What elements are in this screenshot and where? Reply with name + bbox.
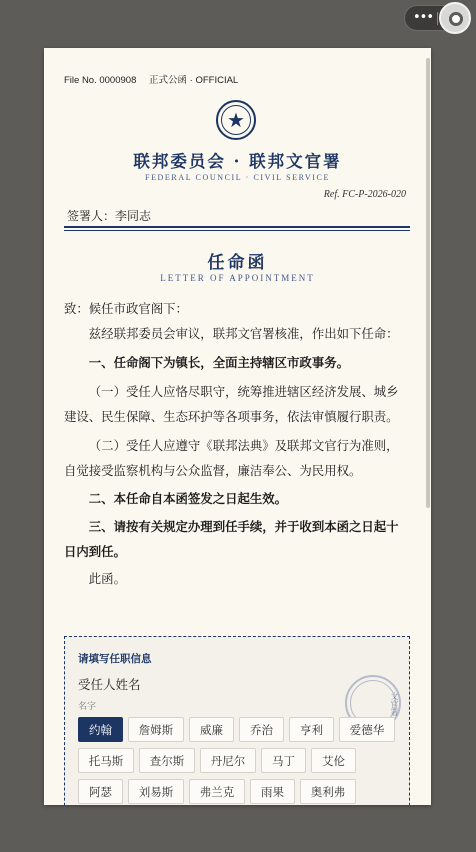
name-chip[interactable]: 弗兰克 [189, 779, 245, 804]
more-dots-icon[interactable]: ••• [413, 10, 434, 25]
appointment-info-form [64, 636, 410, 805]
name-chip[interactable]: 亨利 [289, 717, 334, 742]
file-line [64, 72, 238, 86]
signer: 签署人：李同志 [67, 209, 152, 223]
appointment-letter [44, 48, 431, 805]
appointee-name-label: 受任人姓名 [78, 677, 141, 692]
name-chip[interactable]: 威廉 [189, 717, 234, 742]
name-chip[interactable]: 刘易斯 [128, 779, 184, 804]
first-name-label: 名字 [78, 701, 97, 711]
letter-body [64, 296, 410, 591]
salutation: 致：候任市政官阁下： [64, 301, 188, 316]
name-chip[interactable]: 阿瑟 [78, 779, 123, 804]
name-chip[interactable]: 丹尼尔 [200, 748, 256, 773]
name-chip[interactable]: 乔治 [239, 717, 284, 742]
name-chip[interactable]: 托马斯 [78, 748, 134, 773]
intro-paragraph: 兹经联邦委员会审议，联邦文官署核准，作出如下任命： [88, 326, 399, 341]
scrollbar-thumb[interactable] [426, 58, 430, 508]
closing: 此函。 [88, 571, 126, 586]
capsule-divider [437, 12, 438, 25]
name-chip[interactable]: 爱德华 [339, 717, 395, 742]
item-two: 二、本任命自本函签发之日起生效。 [88, 491, 288, 506]
letter-title-en: LETTER OF APPOINTMENT [160, 273, 315, 283]
header-rule-thin [64, 230, 410, 231]
official-label: 正式公函 · OFFICIAL [149, 75, 239, 86]
letter-title-cn: 任命函 [207, 253, 268, 273]
name-chip[interactable]: 詹姆斯 [128, 717, 184, 742]
item-three: 三、请按有关规定办理到任手续，并于收到本函之日起十日内到任。 [64, 519, 399, 559]
item-one-b: （二）受任人应遵守《联邦法典》及联邦文官行为准则，自觉接受监察机构与公众监督，廉洁奉公、为民用权。 [64, 438, 399, 478]
org-name-cn: 联邦委员会 · 联邦文官署 [133, 152, 342, 171]
name-chip[interactable]: 约翰 [78, 717, 123, 742]
name-chip[interactable]: 马丁 [261, 748, 306, 773]
header-rule [64, 226, 410, 228]
mini-program-capsule [404, 5, 468, 31]
name-chip[interactable]: 奥利弗 [300, 779, 356, 804]
name-chip[interactable]: 雨果 [250, 779, 295, 804]
reference-number: Ref. FC-P-2026-020 [323, 189, 406, 200]
seal-text: 文官署 [390, 692, 399, 716]
file-number: File No. 0000908 [64, 75, 137, 86]
target-circle-icon[interactable] [439, 2, 471, 34]
item-one-a: （一）受任人应恪尽职守，统筹推进辖区经济发展、城乡建设、民生保障、生态环护等各项事务，依法审慎履行职责。 [64, 384, 399, 424]
item-one: 一、任命阁下为镇长，全面主持辖区市政事务。 [88, 355, 349, 370]
name-chip[interactable]: 艾伦 [311, 748, 356, 773]
org-name-en: FEDERAL COUNCIL · CIVIL SERVICE [145, 173, 330, 182]
star-icon: ★ [227, 108, 245, 132]
name-chip[interactable]: 查尔斯 [139, 748, 195, 773]
form-heading: 请填写任职信息 [78, 653, 152, 665]
star-emblem-icon [216, 100, 256, 140]
